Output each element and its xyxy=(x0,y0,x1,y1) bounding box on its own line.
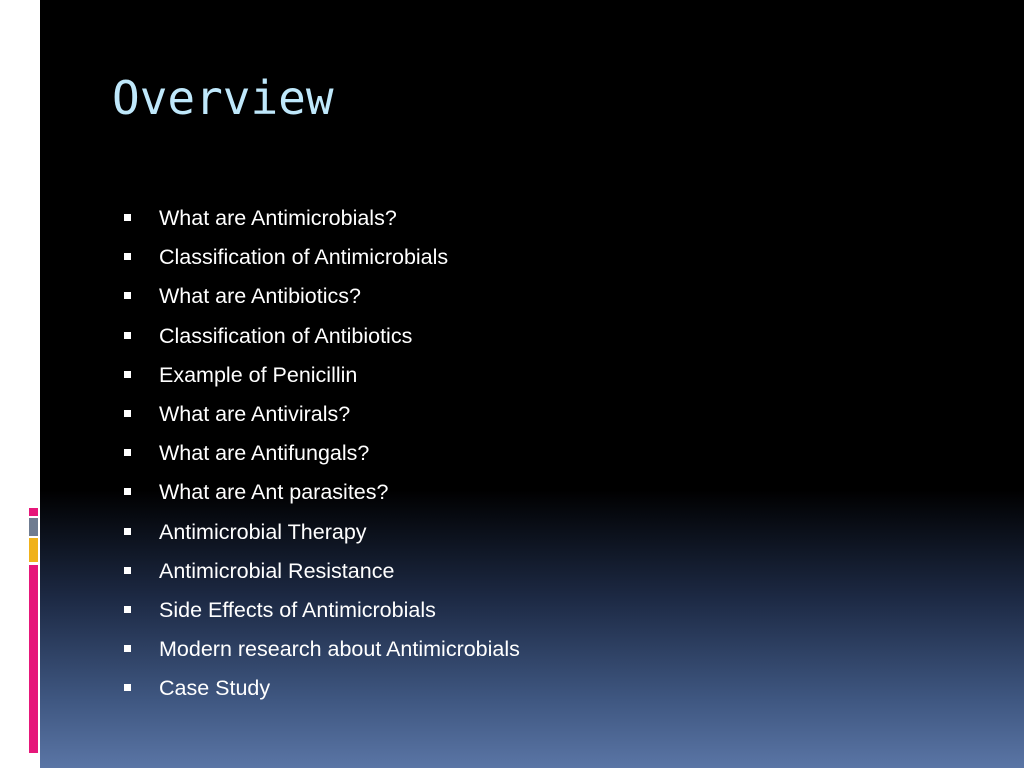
bullet-item xyxy=(122,395,520,434)
bullet-item xyxy=(122,552,520,591)
bullet-item xyxy=(122,356,520,395)
bullet-text: What are Antibiotics? xyxy=(159,284,361,309)
bullet-item xyxy=(122,199,520,238)
bullet-text: What are Antifungals? xyxy=(159,441,370,466)
bullet-item xyxy=(122,630,520,669)
square-bullet-icon xyxy=(124,410,131,417)
bullet-text: Classification of Antibiotics xyxy=(159,323,413,348)
bullet-item xyxy=(122,277,520,316)
square-bullet-icon xyxy=(124,488,131,495)
square-bullet-icon xyxy=(124,567,131,574)
bullet-item xyxy=(122,591,520,630)
bullet-text: Case Study xyxy=(159,676,271,701)
square-bullet-icon xyxy=(124,371,131,378)
square-bullet-icon xyxy=(124,684,131,691)
square-bullet-icon xyxy=(124,449,131,456)
bullet-text: Antimicrobial Resistance xyxy=(159,558,395,583)
bullet-text: Side Effects of Antimicrobials xyxy=(159,597,436,622)
bullet-text: Antimicrobial Therapy xyxy=(159,519,367,544)
bullet-item xyxy=(122,238,520,277)
square-bullet-icon xyxy=(124,645,131,652)
bullet-item xyxy=(122,434,520,473)
bullet-text: Example of Penicillin xyxy=(159,362,358,387)
bullet-text: What are Antivirals? xyxy=(159,401,351,426)
bullet-text: What are Ant parasites? xyxy=(159,480,389,505)
slide-title: Overview xyxy=(112,71,334,125)
accent-bar-pink-small xyxy=(29,508,38,516)
bullet-item xyxy=(122,473,520,512)
square-bullet-icon xyxy=(124,528,131,535)
bullet-item xyxy=(122,513,520,552)
square-bullet-icon xyxy=(124,332,131,339)
bullet-text: What are Antimicrobials? xyxy=(159,206,397,230)
square-bullet-icon xyxy=(124,606,131,613)
square-bullet-icon xyxy=(124,292,131,299)
square-bullet-icon xyxy=(124,253,131,260)
accent-bar-gray xyxy=(29,518,38,536)
bullet-item xyxy=(122,317,520,356)
accent-bar-yellow xyxy=(29,538,38,562)
bullet-text: Modern research about Antimicrobials xyxy=(159,637,520,662)
accent-bar-pink xyxy=(29,565,38,753)
square-bullet-icon xyxy=(124,214,131,221)
bullet-item xyxy=(122,669,520,708)
bullet-list xyxy=(122,199,520,708)
bullet-text: Classification of Antimicrobials xyxy=(159,245,449,270)
